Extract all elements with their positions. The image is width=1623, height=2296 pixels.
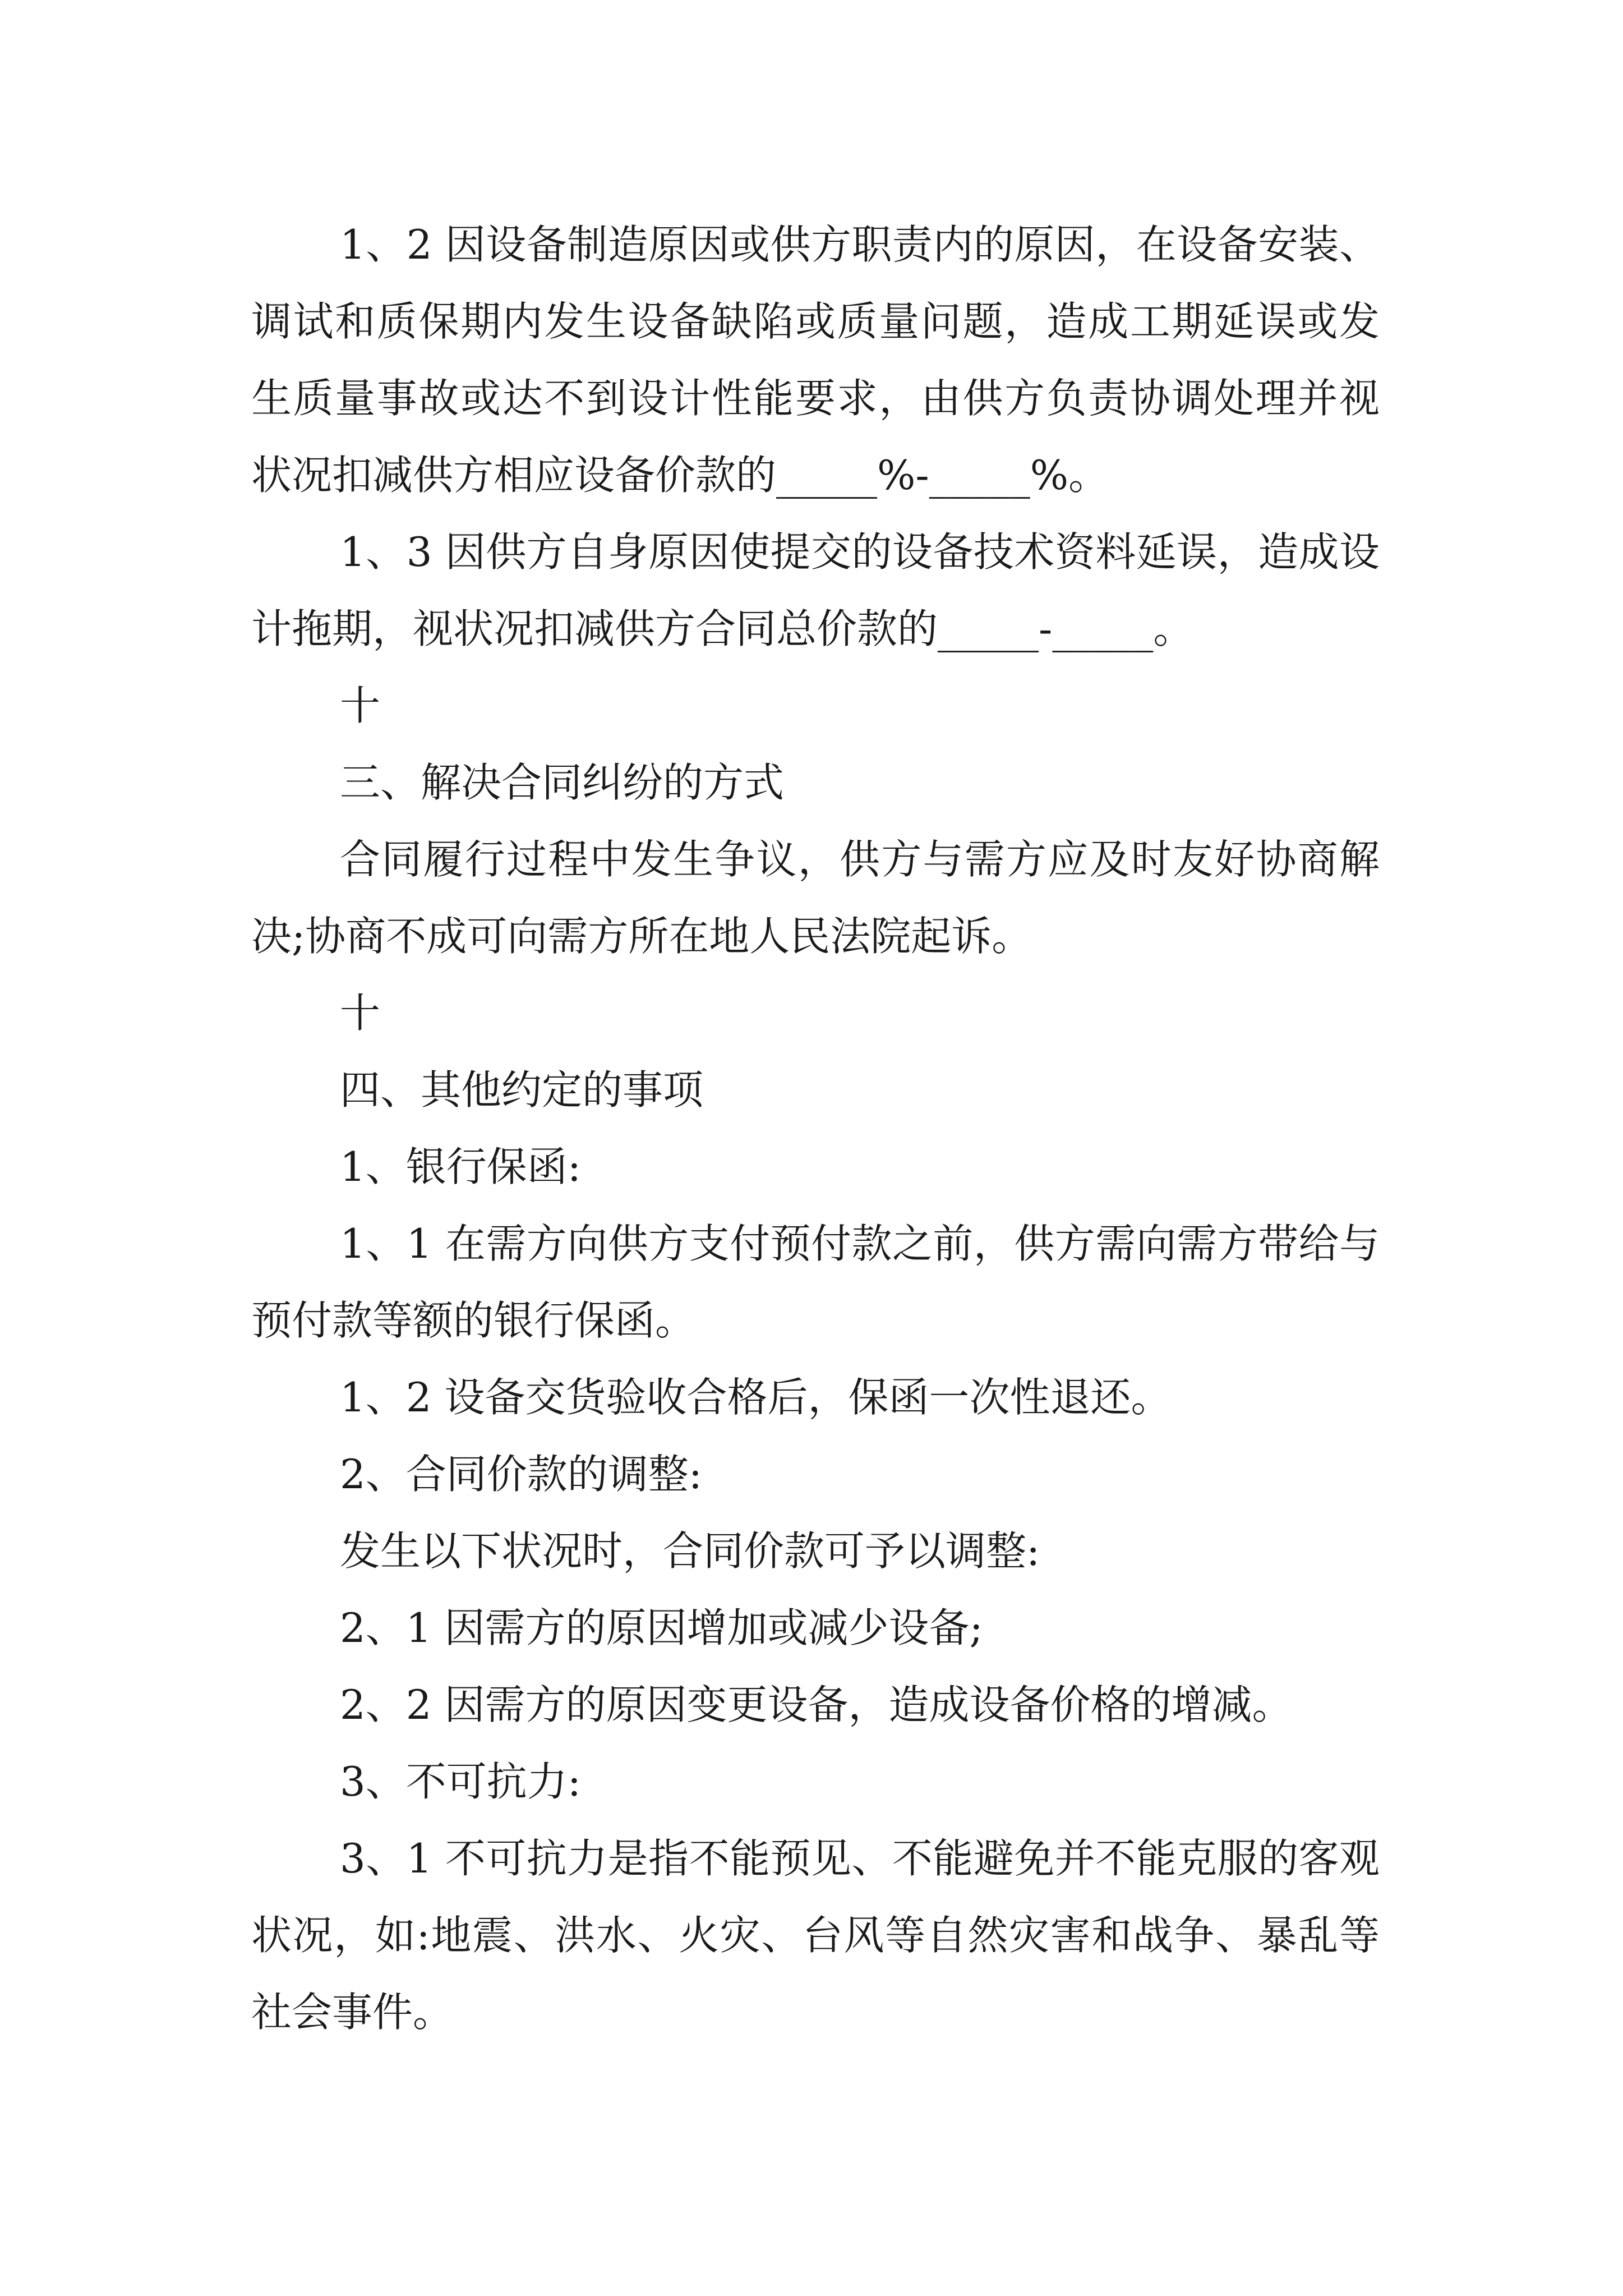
paragraph-clause-3-1: 3、1 不可抗力是指不能预见、不能避免并不能克服的客观状况，如:地震、洪水、火灾、台风等自然灾害和战争、暴乱等社会事件。 <box>251 1835 1380 2036</box>
clause-force-majeure-heading: 3、不可抗力: <box>340 1758 582 1805</box>
paragraph-clause-1-3: 1、3 因供方自身原因使提交的设备技术资料延误，造成设计拖期，视状况扣减供方合同总价款的_____-_____。 <box>251 528 1380 652</box>
paragraph-dispute-resolution: 合同履行过程中发生争议，供方与需方应及时友好协商解决;协商不成可向需方所在地人民法院起诉。 <box>251 836 1380 960</box>
clause-bank-guarantee-heading: 1、银行保函: <box>340 1143 582 1190</box>
paragraph-clause-guarantee-1-2: 1、2 设备交货验收合格后，保函一次性退还。 <box>340 1374 1172 1421</box>
paragraph-clause-2-2: 2、2 因需方的原因变更设备，造成设备价格的增减。 <box>340 1681 1293 1728</box>
paragraph-clause-guarantee-1-1: 1、1 在需方向供方支付预付款之前，供方需向需方带给与预付款等额的银行保函。 <box>251 1220 1380 1344</box>
section-number-ten-b: 十 <box>340 990 381 1037</box>
document-body <box>251 206 1380 2051</box>
section-number-ten-a: 十 <box>340 682 381 729</box>
paragraph-price-adjustment-intro: 发生以下状况时，合同价款可予以调整: <box>340 1527 1040 1575</box>
paragraph-clause-2-1: 2、1 因需方的原因增加或减少设备; <box>340 1604 983 1651</box>
clause-price-adjustment-heading: 2、合同价款的调整: <box>340 1451 703 1498</box>
paragraph-clause-1-2: 1、2 因设备制造原因或供方职责内的原因，在设备安装、调试和质保期内发生设备缺陷或质量问题，造成工期延误或发生质量事故或达不到设计性能要求，由供方负责协调处理并视状况扣减供方相应设备价款的_____%-_____%。 <box>251 221 1380 499</box>
section-heading-other-matters: 四、其他约定的事项 <box>340 1066 704 1114</box>
section-heading-dispute-resolution: 三、解决合同纠纷的方式 <box>340 759 785 806</box>
